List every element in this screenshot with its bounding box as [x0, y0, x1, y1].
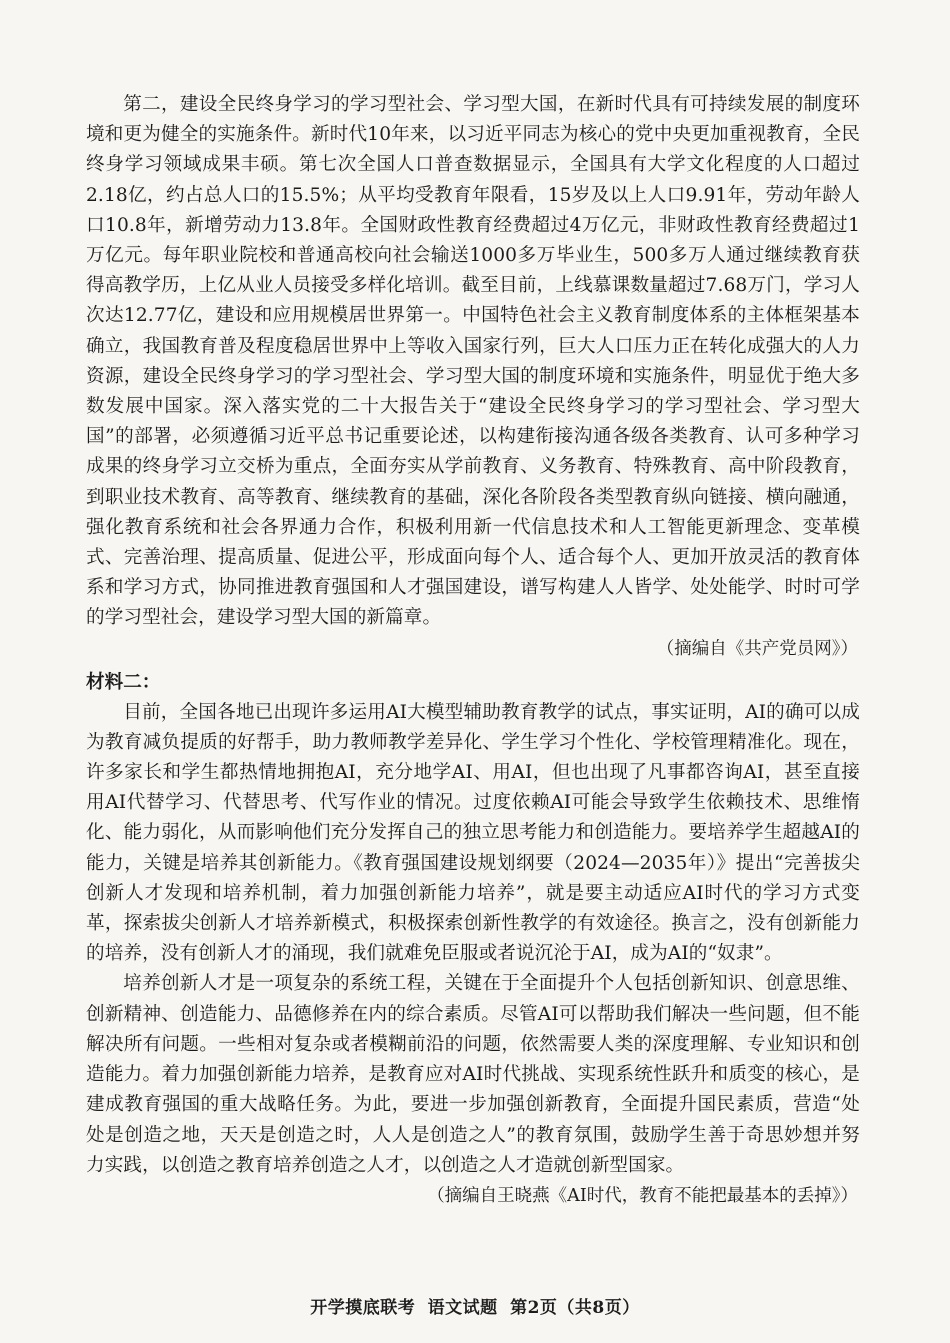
section2-paragraph-2: 培养创新人才是一项复杂的系统工程，关键在于全面提升个人包括创新知识、创意思维、创新精神、创造能力、品德修养在内的综合素质。尽管AI可以帮助我们解决一些问题，但不能解决所有问题。一些相对复杂或者模糊前沿的问题，依然需要人类的深度理解、专业知识和创造能力。着力加强创新能力培养，是教育应对AI时代挑战、实现系统性跃升和质变的核心，是建成教育强国的重大战略任务。为此，要进一步加强创新教育，全面提升国民素质，营造“处处是创造之地，天天是创造之时，人人是创造之人”的教育氛围，鼓励学生善于奇思妙想并努力实践，以创造之教育培养创造之人才，以创造之人才造就创新型国家。 [86, 973, 860, 1176]
page-footer [0, 1293, 950, 1318]
section1-paragraph: 第二，建设全民终身学习的学习型社会、学习型大国，在新时代具有可持续发展的制度环境和更为健全的实施条件。新时代10年来，以习近平同志为核心的党中央更加重视教育，全民终身学习领域成果丰硕。第七次全国人口普查数据显示，全国具有大学文化程度的人口超过2.18亿，约占总人口的15.5%；从平均受教育年限看，15岁及以上人口9.91年，劳动年龄人口10.8年，新增劳动力13.8年。全国财政性教育经费超过4万亿元，非财政性教育经费超过1万亿元。每年职业院校和普通高校向社会输送1000多万毕业生，500多万人通过继续教育获得高教学历，上亿从业人员接受多样化培训。截至目前，上线慕课数量超过7.68万门，学习人次达12.77亿，建设和应用规模居世界第一。中国特色社会主义教育制度体系的主体框架基本确立，我国教育普及程度稳居世界中上等收入国家行列，巨大人口压力正在转化成强大的人力资源，建设全民终身学习的学习型社会、学习型大国的制度环境和实施条件，明显优于绝大多数发展中国家。深入落实党的二十大报告关于“建设全民终身学习的学习型社会、学习型大国”的部署，必须遵循习近平总书记重要论述，以构建衔接沟通各级各类教育、认可多种学习成果的终身学习立交桥为重点，全面夯实从学前教育、义务教育、特殊教育、高中阶段教育，到职业技术教育、高等教育、继续教育的基础，深化各阶段各类型教育纵向链接、横向融通，强化教育系统和社会各界通力合作，积极利用新一代信息技术和人工智能更新理念、变革模式、完善治理、提高质量、促进公平，形成面向每个人、适合每个人、更加开放灵活的教育体系和学习方式，协同推进教育强国和人才强国建设，谱写构建人人皆学、处处能学、时时可学的学习型社会，建设学习型大国的新篇章。 [86, 94, 860, 629]
section1-source: （摘编自《共产党员网》） [656, 638, 858, 659]
section2-paragraph-1: 目前，全国各地已出现许多运用AI大模型辅助教育教学的试点，事实证明，AI的确可以成为教育减负提质的好帮手，助力教师教学差异化、学生学习个性化、学校管理精准化。现在，许多家长和学生都热情地拥抱AI，充分地学AI、用AI，但也出现了凡事都咨询AI，甚至直接用AI代替学习、代替思考、代写作业的情况。过度依赖AI可能会导致学生依赖技术、思维惰化、能力弱化，从而影响他们充分发挥自己的独立思考能力和创造能力。要培养学生超越AI的能力，关键是培养其创新能力。《教育强国建设规划纲要（2024—2035年）》提出“完善拔尖创新人才发现和培养机制，着力加强创新能力培养”，就是要主动适应AI时代的学习方式变革，探索拔尖创新人才培养新模式，积极探索创新性教学的有效途径。换言之，没有创新能力的培养，没有创新人才的涌现，我们就难免臣服或者说沉沦于AI，成为AI的“奴隶”。 [86, 701, 860, 965]
footer-subject: 语文试题 [427, 1298, 498, 1318]
footer-page-info: 第2页（共8页） [510, 1298, 640, 1318]
material-two-heading: 材料二： [86, 671, 161, 693]
section2-source: （摘编自王晓燕《AI时代，教育不能把最基本的丢掉》） [427, 1185, 858, 1206]
footer-exam-name: 开学摸底联考 [310, 1298, 416, 1318]
page-content [86, 90, 860, 1211]
